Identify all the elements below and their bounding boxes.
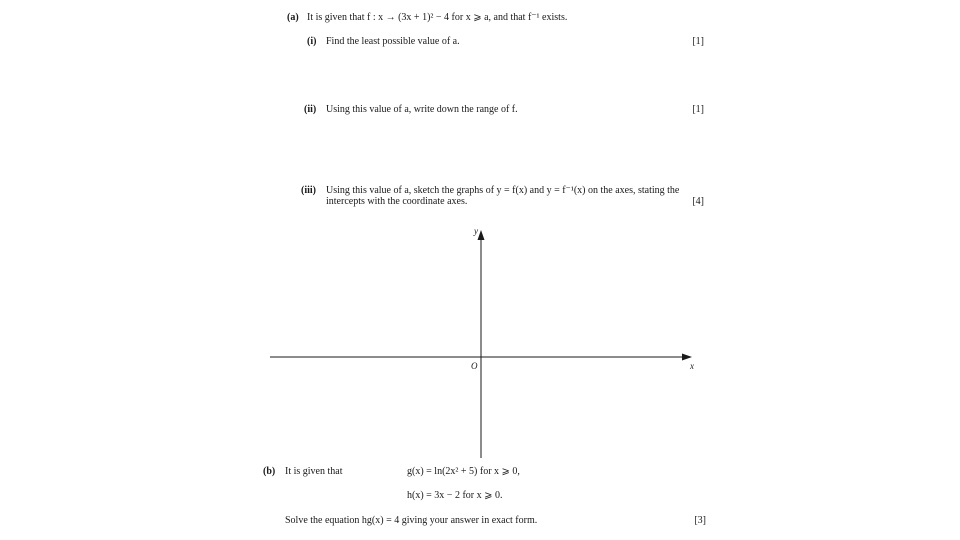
x-axis-label: x xyxy=(690,361,694,371)
origin-label: O xyxy=(471,361,478,371)
x-axis-arrow xyxy=(682,354,692,361)
part-b-marks: [3] xyxy=(694,515,706,526)
question-a-i-marks: [1] xyxy=(692,36,704,47)
part-b-intro: It is given that xyxy=(285,466,343,477)
question-a-iii-marks: [4] xyxy=(692,196,704,207)
question-a-i-label: (i) xyxy=(307,36,317,47)
part-b-label: (b) xyxy=(263,466,276,477)
y-axis-arrow xyxy=(478,230,485,240)
part-a-intro: It is given that f : x → (3x + 1)² − 4 for x ⩾ a, and that f⁻¹ exists. xyxy=(307,12,568,23)
question-a-iii-text-line2: intercepts with the coordinate axes. xyxy=(326,196,468,207)
y-axis-label: y xyxy=(474,226,478,236)
question-a-iii-text-line1: Using this value of a, sketch the graphs of y = f(x) and y = f⁻¹(x) on the axes, stating the xyxy=(326,185,680,196)
question-a-i-text: Find the least possible value of a. xyxy=(326,36,460,47)
question-a-ii-marks: [1] xyxy=(692,104,704,115)
question-a-ii-label: (ii) xyxy=(304,104,317,115)
h-definition: h(x) = 3x − 2 for x ⩾ 0. xyxy=(407,490,503,501)
g-definition: g(x) = ln(2x² + 5) for x ⩾ 0, xyxy=(407,466,520,477)
part-a-label: (a) xyxy=(287,12,299,23)
question-a-iii-label: (iii) xyxy=(301,185,316,196)
part-b-task: Solve the equation hg(x) = 4 giving your answer in exact form. xyxy=(285,515,538,526)
question-a-ii-text: Using this value of a, write down the range of f. xyxy=(326,104,518,115)
